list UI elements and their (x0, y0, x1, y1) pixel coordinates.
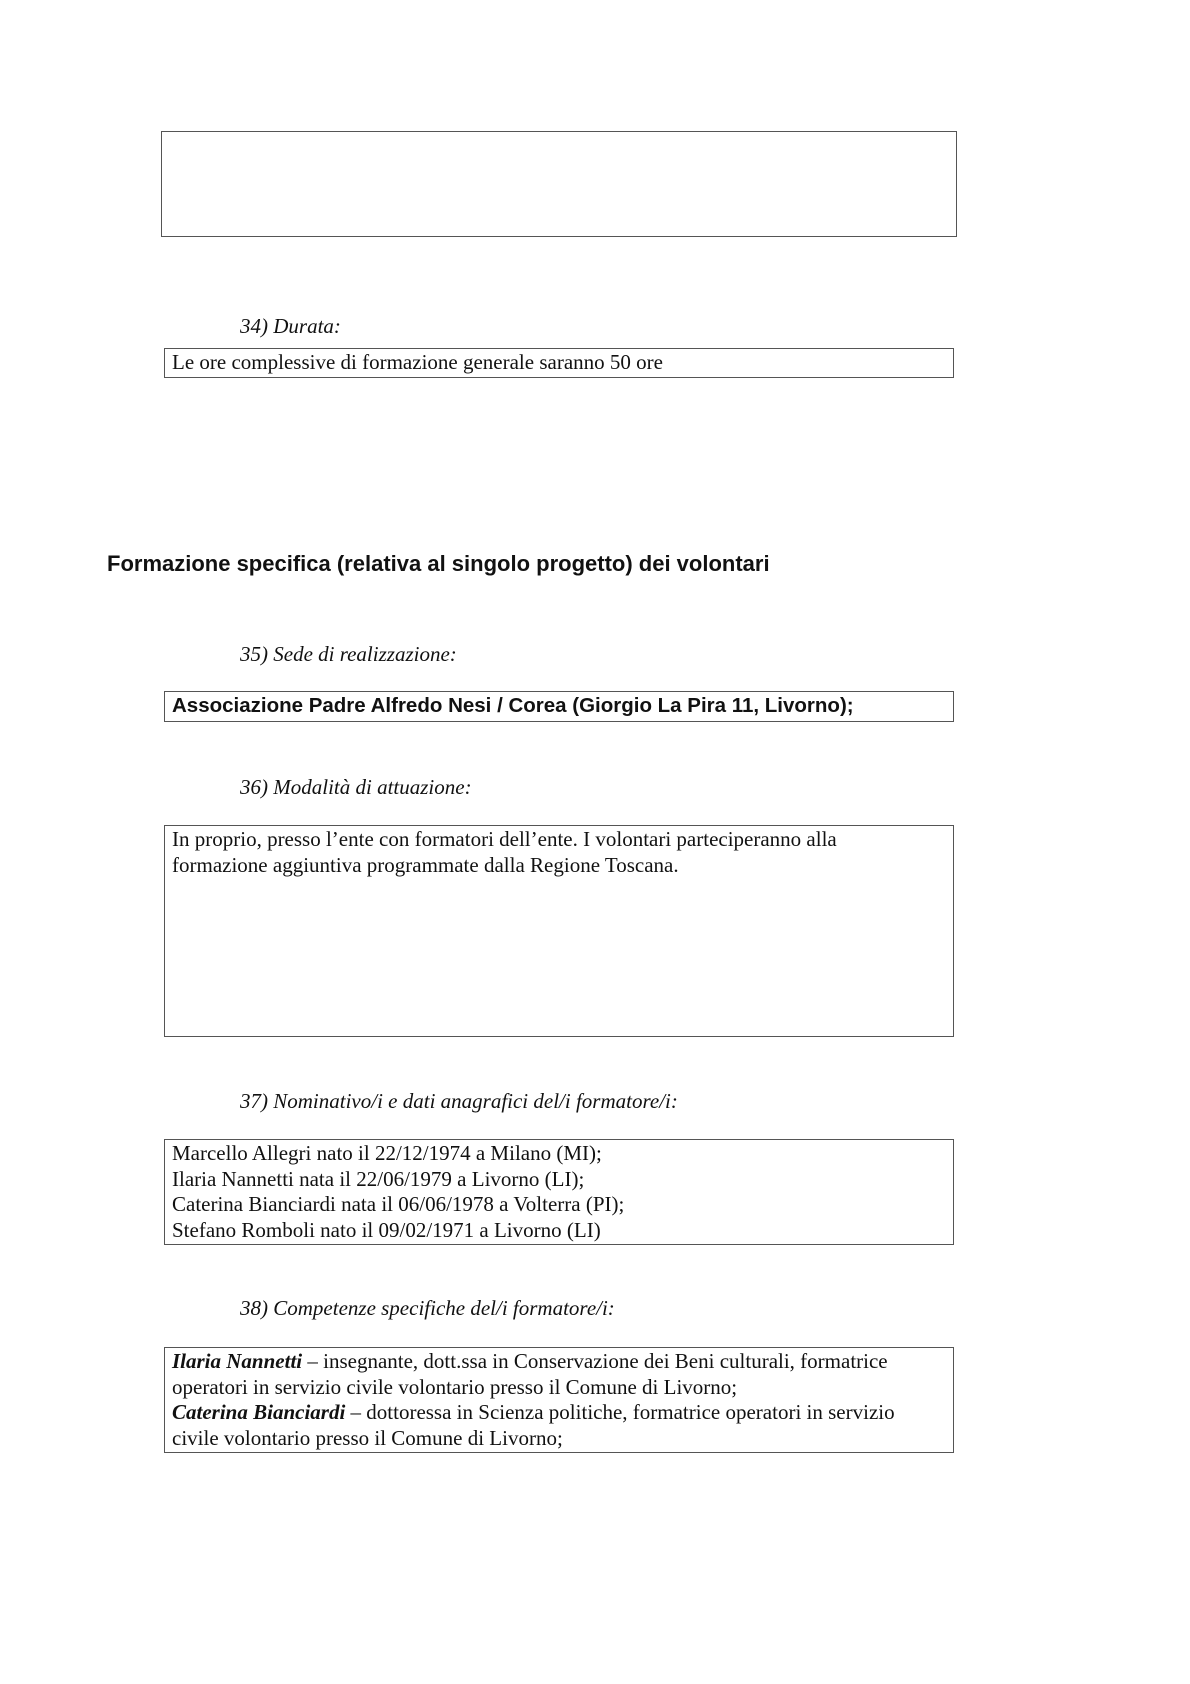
formatori-list (172, 1141, 624, 1243)
formatore-name: Ilaria Nannetti (172, 1349, 303, 1373)
formatore-entry: Marcello Allegri nato il 22/12/1974 a Milano (MI); (172, 1141, 602, 1165)
modalita-text (172, 827, 837, 878)
durata-box (164, 348, 954, 378)
modalita-line: In proprio, presso l’ente con formatori dell’ente. I volontari parteciperanno alla (172, 827, 837, 851)
modalita-line: formazione aggiuntiva programmate dalla Regione Toscana. (172, 852, 679, 877)
modalita-box (164, 825, 954, 1037)
competenze-line: operatori in servizio civile volontario presso il Comune di Livorno; (172, 1374, 738, 1399)
competenze-label: 38) Competenze specifiche del/i formatore/i: (240, 1296, 615, 1320)
formatore-entry: Caterina Bianciardi nata il 06/06/1978 a Volterra (PI); (172, 1192, 625, 1216)
competenze-line (172, 1349, 895, 1375)
formatore-entry: Stefano Romboli nato il 09/02/1971 a Livorno (LI) (172, 1217, 601, 1242)
competenze-line: civile volontario presso il Comune di Livorno; (172, 1425, 563, 1450)
empty-text-box (161, 131, 957, 237)
durata-value: Le ore complessive di formazione generale saranno 50 ore (172, 350, 663, 374)
durata-label: 34) Durata: (240, 314, 341, 338)
formatore-name: Caterina Bianciardi (172, 1400, 346, 1424)
sede-box (164, 691, 954, 722)
formatori-box (164, 1139, 954, 1245)
competenze-line (172, 1400, 895, 1426)
competenze-text (172, 1349, 895, 1451)
modalita-label: 36) Modalità di attuazione: (240, 775, 472, 799)
formatori-label: 37) Nominativo/i e dati anagrafici del/i formatore/i: (240, 1089, 678, 1113)
formatore-entry: Ilaria Nannetti nata il 22/06/1979 a Livorno (LI); (172, 1166, 585, 1191)
sede-label: 35) Sede di realizzazione: (240, 642, 457, 666)
sede-value: Associazione Padre Alfredo Nesi / Corea (Giorgio La Pira 11, Livorno); (172, 694, 854, 717)
section-heading: Formazione specifica (relativa al singolo progetto) dei volontari (107, 551, 770, 576)
competenze-desc: – insegnante, dott.ssa in Conservazione dei Beni culturali, formatrice (302, 1349, 888, 1373)
competenze-box (164, 1347, 954, 1453)
competenze-desc: – dottoressa in Scienza politiche, formatrice operatori in servizio (345, 1400, 895, 1424)
